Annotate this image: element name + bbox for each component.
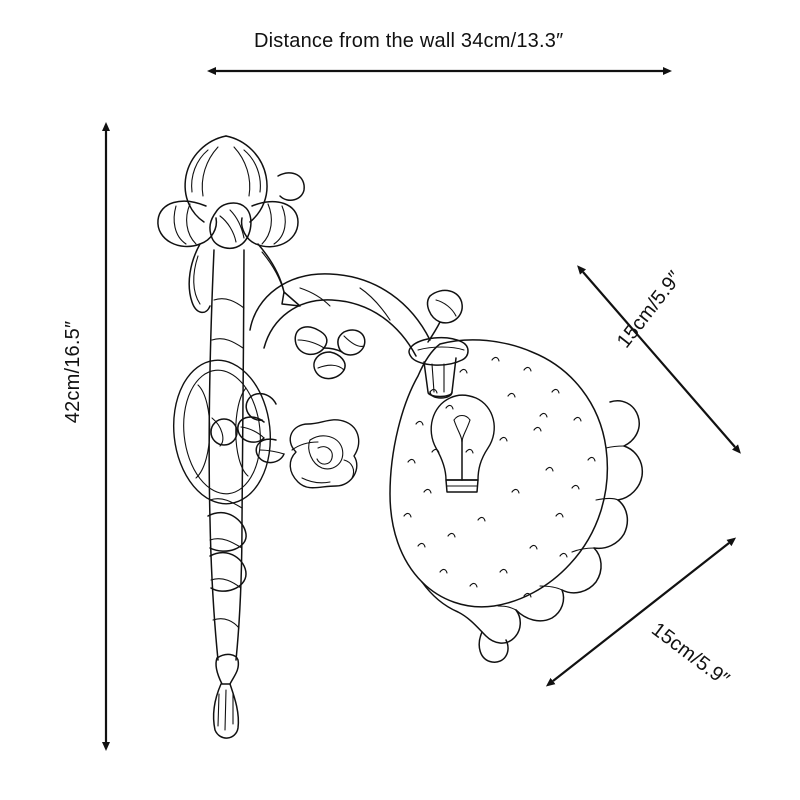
- light-bulb: [431, 395, 494, 492]
- lamp-socket: [409, 338, 468, 398]
- shade-texture: [404, 357, 595, 597]
- rod-tassel: [214, 654, 239, 738]
- label-shade-diagonal-lower: 15cm/5.9″: [647, 618, 734, 691]
- arm-leaves: [295, 327, 365, 379]
- ribbon-bow: [158, 136, 304, 312]
- label-height: 42cm/16.5″: [62, 320, 84, 424]
- label-distance-from-wall: Distance from the wall 34cm/13.3″: [254, 30, 564, 52]
- lamp-arm: [250, 274, 430, 356]
- label-shade-diagonal-upper: 15cm/5.9″: [612, 267, 687, 353]
- wall-mount-plate: [167, 355, 278, 508]
- arm-bud: [428, 290, 463, 342]
